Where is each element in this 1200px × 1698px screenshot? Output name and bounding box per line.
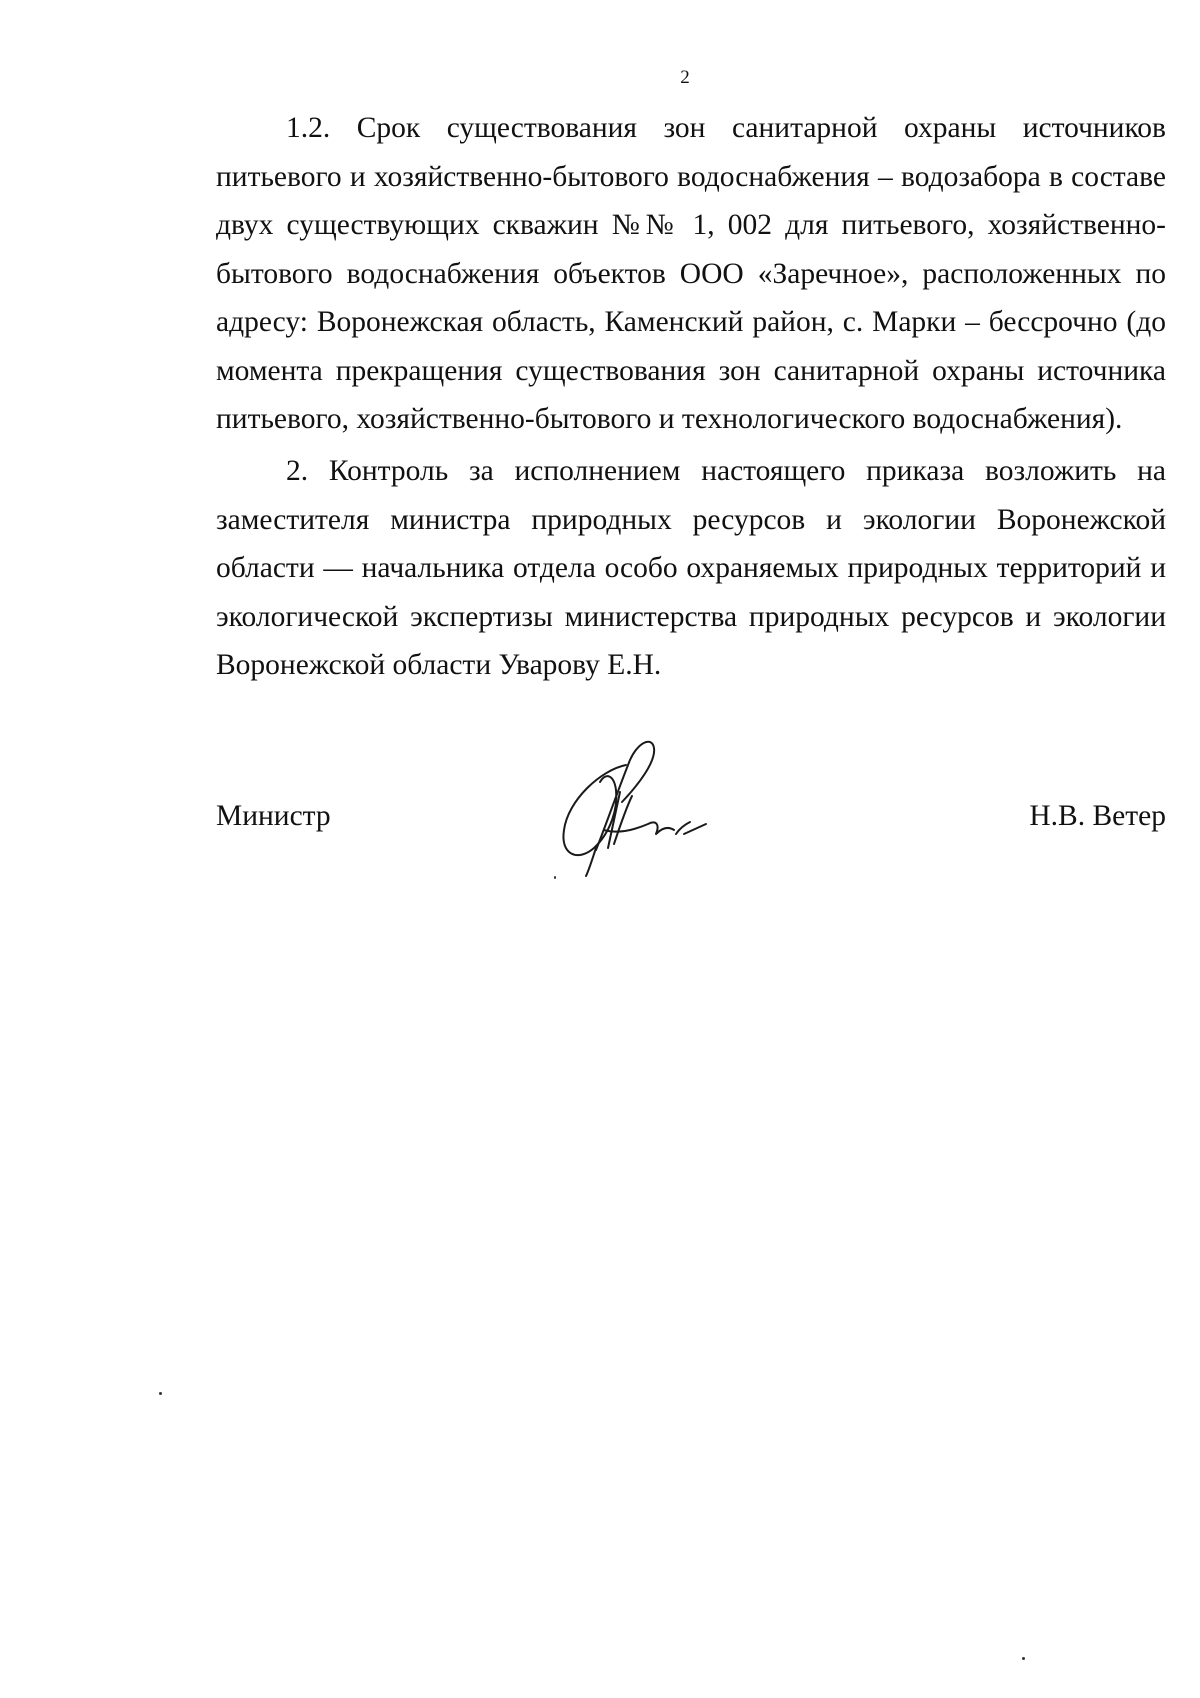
scan-speck [554,876,556,879]
handwritten-signature-icon [556,730,736,880]
paragraph-control [216,447,1166,690]
position-title: Министр [216,800,331,832]
scan-speck [159,1392,162,1395]
page-number: 2 [680,67,690,88]
signatory-name: Н.В. Ветер [1029,800,1166,832]
paragraph-control-text: 2. Контроль за исполнением настоящего приказа возложить на заместителя министра природных ресурсов и экологии Воронежской области — начальника отдела особо охраняемых природных территорий и экологической экспертизы министерства природных ресурсов и экологии Воронежской области Уварову Е.Н. [216,455,1166,681]
scan-speck [1022,1657,1025,1660]
paragraph-term-text: 1.2. Срок существования зон санитарной охраны источников питьевого и хозяйственно-бытового водоснабжения – водозабора в составе двух существующих скважин №№ 1, 002 для питьевого, хозяйственно-бытового водоснабжения объектов ООО «Заречное», расположенных по адресу: Воронежская область, Каменский район, с. Марки – бессрочно (до момента прекращения существования зон санитарной охраны источника питьевого, хозяйственно-бытового и технологического водоснабжения). [216,112,1166,435]
paragraph-term [216,104,1166,444]
